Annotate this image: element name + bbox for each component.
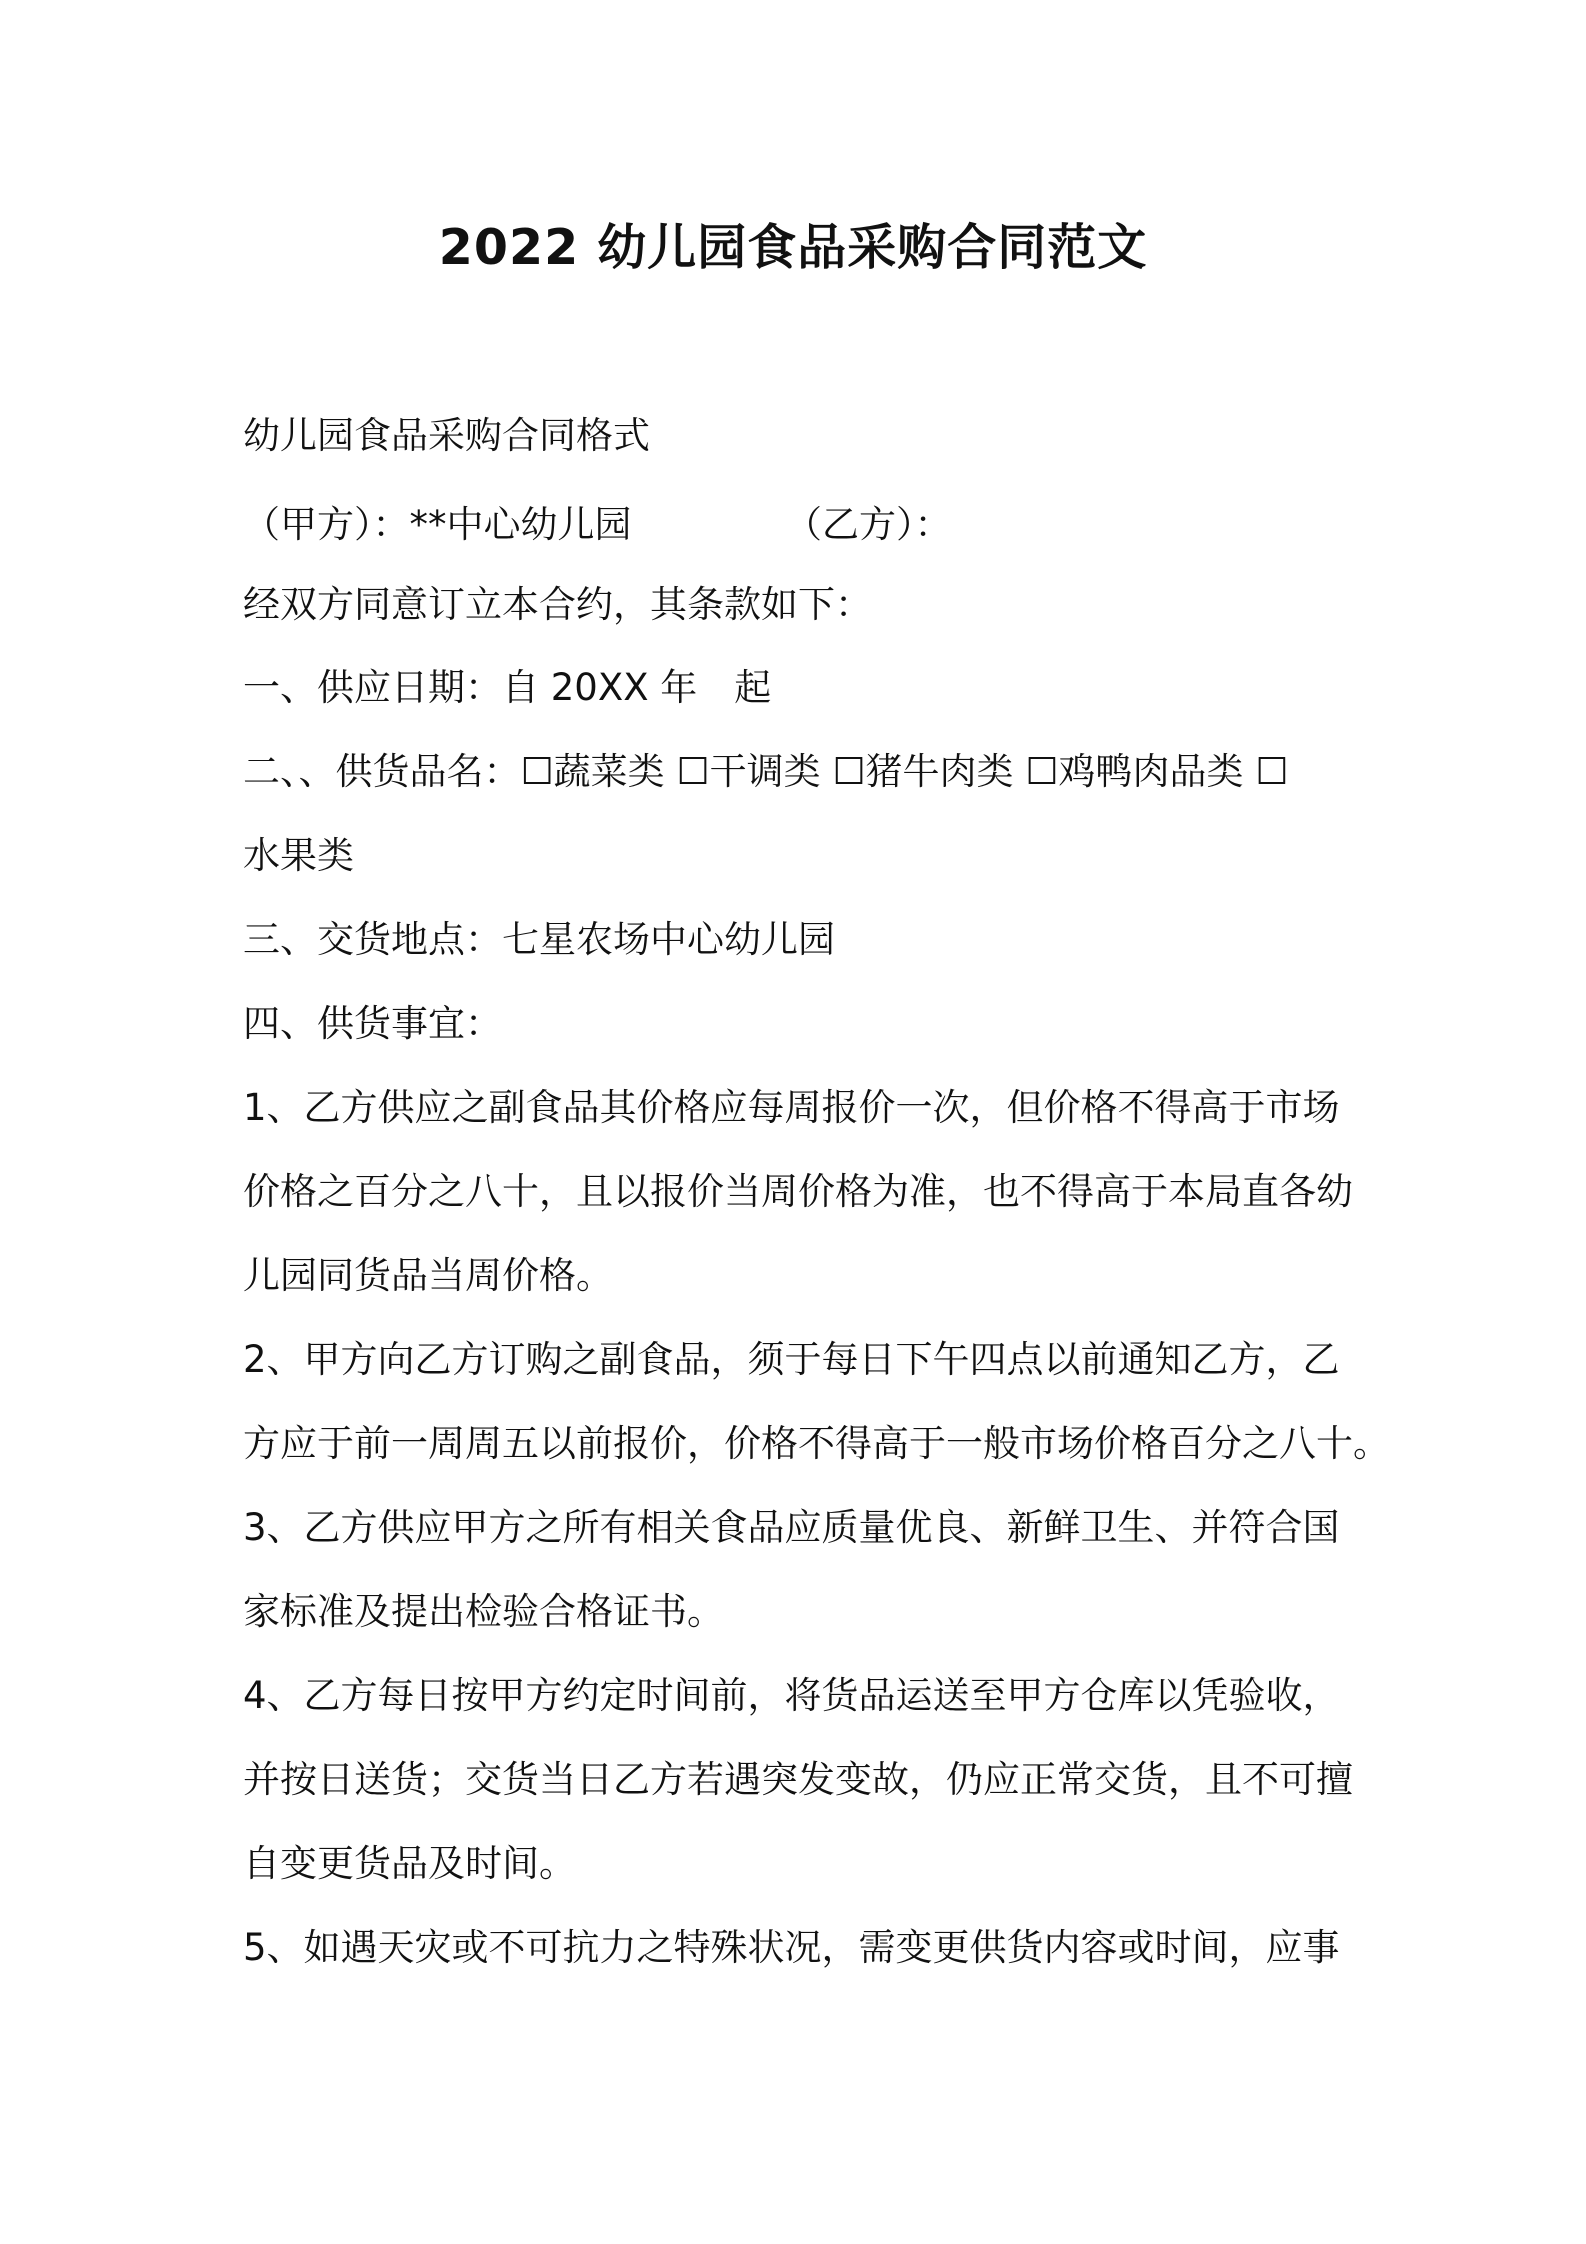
item-4-line-1: 4、乙方每日按甲方约定时间前，将货品运送至甲方仓库以凭验收， — [243, 1674, 1340, 1717]
item-1-line-1: 1、乙方供应之副食品其价格应每周报价一次，但价格不得高于市场 — [243, 1086, 1340, 1129]
contract-format-heading: 幼儿园食品采购合同格式 — [243, 414, 650, 457]
item-3-line-1: 3、乙方供应甲方之所有相关食品应质量优良、新鲜卫生、并符合国 — [243, 1506, 1340, 1549]
item-1-line-2: 价格之百分之八十，且以报价当周价格为准，也不得高于本局直各幼 — [243, 1170, 1353, 1213]
party-a: （甲方）：**中心幼儿园 — [243, 503, 632, 546]
item-4-line-2: 并按日送货；交货当日乙方若遇突发变故，仍应正常交货，且不可擅 — [243, 1758, 1353, 1801]
item-2-line-2: 方应于前一周周五以前报价，价格不得高于一般市场价格百分之八十。 — [243, 1422, 1390, 1465]
clause-delivery-place: 三、交货地点：七星农场中心幼儿园 — [243, 918, 835, 961]
item-4-line-3: 自变更货品及时间。 — [243, 1842, 576, 1885]
item-3-line-2: 家标准及提出检验合格证书。 — [243, 1590, 724, 1633]
clause-supply-date: 一、供应日期：自 20XX 年 起 — [243, 666, 772, 709]
party-b: （乙方）： — [785, 503, 952, 546]
item-2-line-1: 2、甲方向乙方订购之副食品，须于每日下午四点以前通知乙方，乙 — [243, 1338, 1340, 1381]
intro-text: 经双方同意订立本合约，其条款如下： — [243, 583, 872, 626]
document-title: 2022 幼儿园食品采购合同范文 — [438, 219, 1148, 276]
clause-items-line-1: 二、、供货品名：☐蔬菜类 ☐干调类 ☐猪牛肉类 ☐鸡鸭肉品类 ☐ — [243, 750, 1289, 793]
item-1-line-3: 儿园同货品当周价格。 — [243, 1254, 613, 1297]
clause-supply-matters: 四、供货事宜： — [243, 1002, 502, 1045]
item-5-line-1: 5、如遇天灾或不可抗力之特殊状况，需变更供货内容或时间，应事 — [243, 1926, 1340, 1969]
clause-items-line-2: 水果类 — [243, 834, 354, 877]
